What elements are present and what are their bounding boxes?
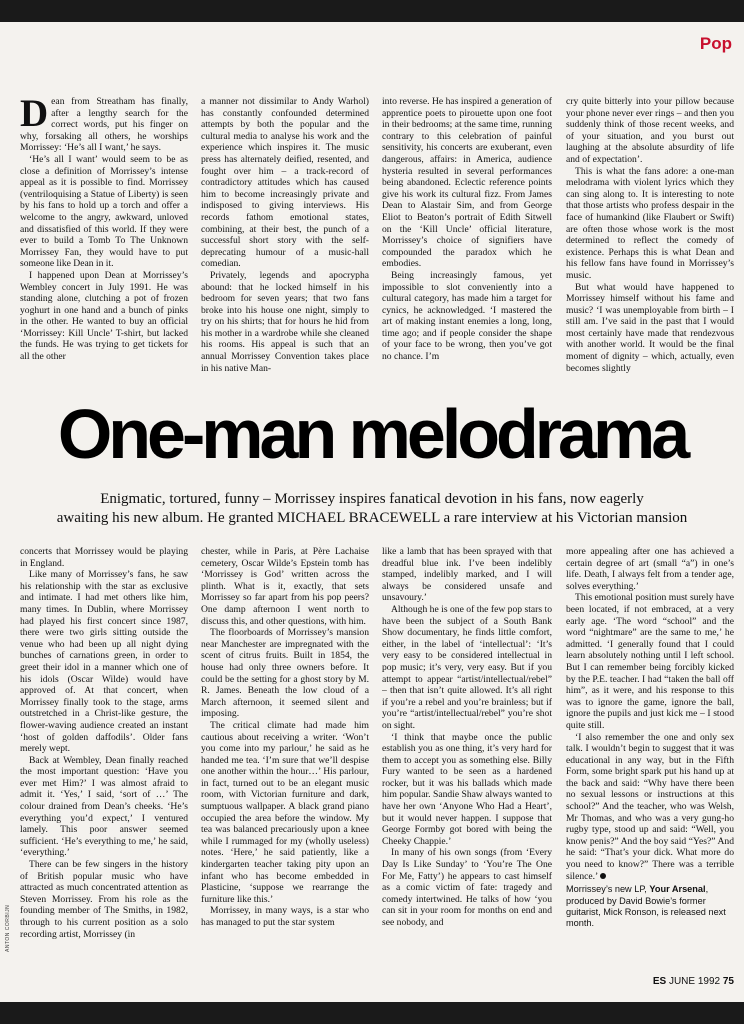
top-column-2 <box>201 96 369 396</box>
paragraph: chester, while in Paris, at Père Lachaise cemetery, Oscar Wilde’s Epstein tomb has ‘Morrissey is God’ written across the plinth. What is it, exactly, that sets Morrissey so far apart from his pop peers? One damp afternoon I went north to discuss this, and other questions, with him. <box>201 546 369 627</box>
paragraph: Privately, legends and apocrypha abound: that he locked himself in his bedroom for seven years; that two fans broke into his house one night, simply to try on his shirts; that for hours he hid from his mother in a wardrobe while she cleaned his rooms. His appeal is such that an annual Morrissey Convention takes place in his native Man- <box>201 269 369 374</box>
paragraph <box>20 96 188 154</box>
paragraph <box>566 732 734 883</box>
top-column-3 <box>382 96 552 396</box>
page-number: 75 <box>722 976 734 987</box>
photo-credit: ANTON CORBIJN <box>5 904 11 952</box>
magazine-page <box>0 22 744 1002</box>
standfirst-line: Enigmatic, tortured, funny – Morrissey inspires fanatical devotion in his fans, now eagerly <box>100 491 644 507</box>
top-column-4 <box>566 96 734 396</box>
album-title: Your Arsenal <box>649 884 706 895</box>
bottom-column-4 <box>566 546 734 966</box>
page-footer <box>653 976 734 987</box>
drop-cap: D <box>20 96 49 135</box>
paragraph: more appealing after one has achieved a certain degree of art (small “a”) in one’s life. Death, I always felt from a tender age, solves everything.’ <box>566 546 734 592</box>
paragraph-text: ean from Streatham has finally, after a lengthy search for the correct words, put his finger on why, forsaking all others, he worships Morrissey: ‘He’s all I want,’ he says. <box>20 96 188 154</box>
album-note-text: , produced by David Bowie’s former guitarist, Mick Ronson, is released next month. <box>566 884 726 929</box>
standfirst-line: awaiting his new album. He granted MICHAEL BRACEWELL a rare interview at his Victorian mansion <box>56 509 688 526</box>
paragraph: This emotional position must surely have been located, if not embraced, at a very early age. ‘The word “school” and the word “nightmare” are the same to me,’ he admitted. ‘I generally found that I could learn absolutely nothing until I left school. But I can remember being forcibly kicked by the P.E. teacher. I had “taken the ball off him”, as it were, and his response to this was to ignore the game, ignore the ball, ignore the pupils and just kick me – I stood quite still. <box>566 592 734 731</box>
paragraph: Like many of Morrissey’s fans, he saw his relationship with the star as exclusive and intimate. I had met others like him, many times. In Dublin, where Morrissey had played his first concert since 1987, there were two girls sitting outside the venue who had been up all night dying bunches of carnations green, in order to greet their idol in a manner which one of his idols (Oscar Wilde) would have approved of. At that concert, when Morrissey finally took to the stage, arms outstretched in a Christ-like gesture, the flower-waving audience created an instant ‘host of golden daffodils’. Older fans merely wept. <box>20 569 188 755</box>
album-note <box>566 884 734 930</box>
paragraph: The floorboards of Morrissey’s mansion near Manchester are impregnated with the scent of citrus fruits. Built in 1854, the house had only three owners before. It could be the setting for a ghost story by M. R. James. Beneath the low cloud of a March afternoon, it seemed silent and imposing. <box>201 627 369 720</box>
paragraph: Morrissey, in many ways, is a star who has managed to put the star system <box>201 905 369 928</box>
paragraph: a manner not dissimilar to Andy Warhol) has constantly confounded determined attempts by both the popular and the cultural media to analyse his work and the experience which inspires it. The music press has alternately deified, resented, and fought over him – a track-record of contradictory attitudes which has caused him to become increasingly private and indisposed to giving interviews. His records fathom emotional states, combining, at their best, the punch of a successful short story with the self-deprecating humour of a music-hall comedian. <box>201 96 369 270</box>
standfirst <box>30 490 714 527</box>
paragraph: In many of his own songs (from ‘Every Day Is Like Sunday’ to ‘You’re The One For Me, Fatty’) he appears to cast himself as a comic victim of fate: tragedy and comedy intertwined. He talks of how ‘you can sit in your room for months on end and see nobody, and <box>382 847 552 928</box>
paragraph: Back at Wembley, Dean finally reached the most important question: ‘Have you ever met Him?’ I was almost afraid to admit it. ‘Yes,’ I said, ‘sort of …’ The colour drained from Dean’s cheeks. ‘He’s everything you’d expect,’ I ventured lamely. This poor answer seemed sufficient. ‘He’s everything to me,’ he said, ‘everything.’ <box>20 754 188 859</box>
paragraph: ‘I think that maybe once the public establish you as one thing, it’s very hard for them to accept you as something else. Billy Fury wanted to be seen as a hardened rocker, but it was his ballads which made him popular. Sandie Shaw always wanted to have her own ‘Anyone Who Had a Heart’, but it would never happen. I suppose that George Formby got bored with being the Cheeky Chappie.’ <box>382 731 552 847</box>
paragraph: But what would have happened to Morrissey himself without his fame and music? ‘I was unemployable from birth – I still am. I’ve said in the past that I would most certainly have made that rendezvous with another world. It would be the final moment of dignity – which, actually, even becomes slightly <box>566 281 734 374</box>
magazine-name: ES <box>652 976 667 987</box>
paragraph: The critical climate had made him cautious about receiving a writer. ‘Won’t you come into my parlour,’ he said as he handed me tea. ‘I’m sure that we’ll despise one another within the hour…’ His parlour, in fact, turned out to be an elegant music room, with Victorian furniture and dark, sumptuous wallpaper. A black grand piano occupied the area before the window. My tea was balanced precariously upon a knee while I rummaged for my (wholly useless) notes. ‘Here,’ he said patiently, like a kindergarten teacher taking pity upon an infant who has become embedded in Plasticine, ‘suppose we rearrange the furniture like this.’ <box>201 719 369 905</box>
paragraph: I happened upon Dean at Morrissey’s Wembley concert in July 1991. He was standing alone, clutching a pot of frozen yoghurt in one hand and a bunch of pinks in the other. He wanted to buy an official ‘Morrissey: Kill Uncle’ T-shirt, but lacked the funds. He was trying to get tickets for all the other <box>20 269 188 363</box>
album-note-text: Morrissey’s new LP, <box>566 884 650 895</box>
paragraph: This is what the fans adore: a one-man melodrama with violent lyrics which they can sing along to. It is interesting to note that those artists who profess despair in the face of humankind (like Flaubert or Swift) are often those whose work is the most determined to reflect the comedy of existence. Perhaps this is what Dean and his fellow fans have found in Morrissey’s music. <box>566 165 734 281</box>
top-column-1 <box>20 96 188 396</box>
section-label: Pop <box>699 34 732 53</box>
paragraph: concerts that Morrissey would be playing in England. <box>20 546 188 569</box>
paragraph: ‘He’s all I want’ would seem to be as close a definition of Morrissey’s intense appeal as it is possible to find. Morrissey (ventriloquising a Statue of Liberty) is seen by his fans to hold up a torch and offer a welcome to the angry, awkward, unloved and dissatisfied of this world. If they were ever to build a Tomb To The Unknown Morrissey Fan, they would have to put someone like Dean in it. <box>20 153 188 270</box>
bottom-column-1 <box>20 546 188 986</box>
paragraph: Although he is one of the few pop stars to have been the subject of a South Bank Show documentary, he finds little comfort, either, in the label of ‘intellectual’: ‘It’s very easy to be considered intellectual in pop music; it’s very, very easy. But if you attempt to appear “artist/intellectual/rebel” – then that isn’t quite allowed. It’s all right if you’re a rebel and you’re brainless; but if you’re “artist/intellectual/rebel” you’re shot on sight. <box>382 603 552 731</box>
issue-date: JUNE 1992 <box>668 976 721 987</box>
paragraph: Being increasingly famous, yet impossible to slot conveniently into a cultural category, has made him a target for cynics, he acknowledged. ‘I mastered the art of making instant enemies a long, long, time ago; and if people consider the shape of your face to be wrong, then you’ve got no chance. I’m <box>382 269 552 363</box>
bottom-column-3 <box>382 546 552 986</box>
bottom-column-2 <box>201 546 369 986</box>
paragraph: into reverse. He has inspired a generation of apprentice poets to pirouette upon one foot in their bedrooms; at the same time, running contrary to this celebration of painful sensitivity, his concerts are exuberant, even dangerous, affairs: in America, audience hysteria resulted in several performances being abandoned. Eclectic reference points give his work its cultural fizz. From James Dean to Alastair Sim, and from George Eliot to Beaton’s portrait of Edith Sitwell on the ‘Kill Uncle’ official literature, Morrissey’s choice of signifiers have compounded the paradox which he embodies. <box>382 96 552 270</box>
paragraph: There can be few singers in the history of British popular music who have attracted as much concentrated attention as Steven Morrissey. From his role as the founding member of The Smiths, in 1982, through to his current position as a solo recording artist, Morrissey (in <box>20 859 188 940</box>
end-bullet-icon <box>600 873 606 879</box>
paragraph: cry quite bitterly into your pillow because your phone never ever rings – and then you suddenly think of those recent weeks, and of your situation, and you burst out laughing at the absolute absurdity of life and of expectation’. <box>566 96 734 165</box>
paragraph: like a lamb that has been sprayed with that dreadful blue ink. I’ve been indelibly stamped, indelibly marked, and I will always be considered unsafe and unsavoury.’ <box>382 546 552 604</box>
headline: One-man melodrama <box>57 395 687 473</box>
paragraph-text: ‘I also remember the one and only sex talk. I wouldn’t begin to suggest that it was educational in any way, but in the Fifth Form, some bright spark put his hand up at the back and said: “Why have there been no sexual lessons or instructions at this school?” And the teacher, who was Welsh, Mr Thomas, and who was a very gung-ho rugby type, stood up and said: “Well, you know penis?” And the boy said “Yes?” And he said: “That’s your dick. What more do you need to know?” There was a terrible silence.’ <box>566 731 734 882</box>
